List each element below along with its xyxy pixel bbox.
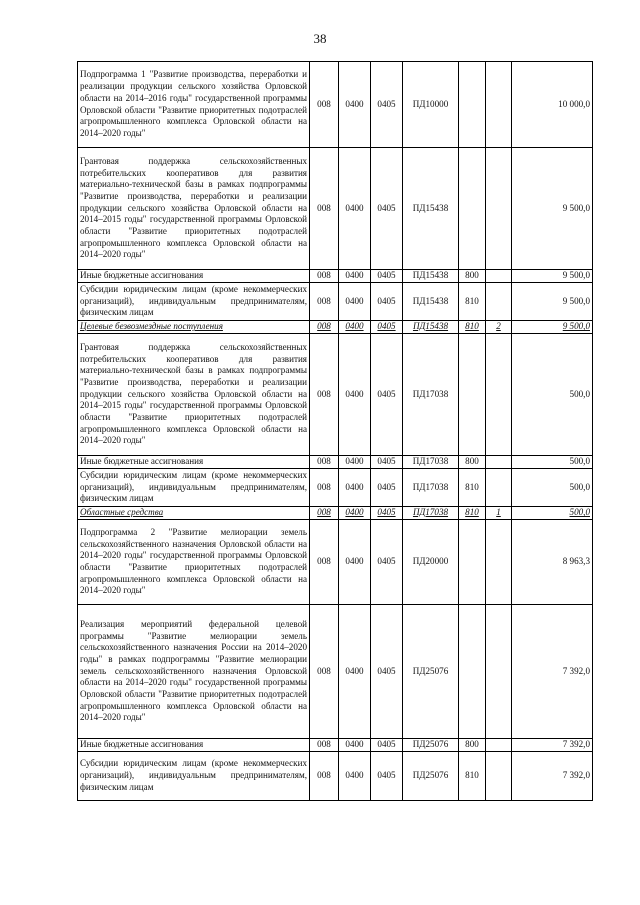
amount: 500,0 [512, 507, 593, 520]
funding-source-code [486, 520, 512, 605]
expense-type-code: 810 [459, 469, 486, 507]
subsection-code: 0405 [371, 270, 403, 283]
amount: 9 500,0 [512, 148, 593, 270]
table-row [78, 469, 593, 507]
grbs-code: 008 [310, 334, 339, 456]
target-article-code: ПД17038 [403, 334, 459, 456]
subsection-code: 0405 [371, 739, 403, 752]
expense-type-code [459, 62, 486, 148]
row-name: Подпрограмма 2 "Развитие мелиорации земель сельскохозяйственного назначения Орловской области на 2014–2020 годы" государственной программы Орловской области "Развитие приоритетных подотраслей агропромышленного комплекса Орловской области на 2014–2020 годы" [78, 520, 310, 605]
amount: 500,0 [512, 334, 593, 456]
grbs-code: 008 [310, 739, 339, 752]
funding-source-code: 2 [486, 321, 512, 334]
target-article-code: ПД15438 [403, 270, 459, 283]
amount: 7 392,0 [512, 739, 593, 752]
amount: 9 500,0 [512, 321, 593, 334]
target-article-code: ПД17038 [403, 456, 459, 469]
row-name: Подпрограмма 1 "Развитие производства, переработки и реализации продукции сельского хозяйства Орловской области на 2014–2016 годы" государственной программы Орловской области "Развитие приоритетных подотраслей агропромышленного комплекса Орловской области на 2014–2020 годы" [78, 62, 310, 148]
section-code: 0400 [339, 62, 371, 148]
subsection-code: 0405 [371, 62, 403, 148]
row-name: Субсидии юридическим лицам (кроме некоммерческих организаций), индивидуальным предпринимателям, физическим лицам [78, 752, 310, 801]
funding-source-code [486, 605, 512, 739]
section-code: 0400 [339, 148, 371, 270]
row-name: Субсидии юридическим лицам (кроме некоммерческих организаций), индивидуальным предпринимателям, физическим лицам [78, 469, 310, 507]
expense-type-code [459, 520, 486, 605]
row-name: Областные средства [78, 507, 310, 520]
subsection-code: 0405 [371, 148, 403, 270]
table-row [78, 334, 593, 456]
target-article-code: ПД17038 [403, 469, 459, 507]
grbs-code: 008 [310, 456, 339, 469]
funding-source-code [486, 62, 512, 148]
expense-type-code: 810 [459, 283, 486, 321]
funding-source-code [486, 739, 512, 752]
funding-source-code [486, 752, 512, 801]
page-number: 38 [313, 31, 327, 46]
grbs-code: 008 [310, 283, 339, 321]
expense-type-code: 810 [459, 752, 486, 801]
table-row [78, 752, 593, 801]
funding-source-code [486, 148, 512, 270]
subsection-code: 0405 [371, 456, 403, 469]
row-name: Иные бюджетные ассигнования [78, 456, 310, 469]
grbs-code: 008 [310, 148, 339, 270]
budget-table [77, 61, 593, 801]
funding-source-code [486, 283, 512, 321]
target-article-code: ПД20000 [403, 520, 459, 605]
amount: 9 500,0 [512, 270, 593, 283]
subsection-code: 0405 [371, 520, 403, 605]
row-name: Целевые безвозмездные поступления [78, 321, 310, 334]
expense-type-code [459, 148, 486, 270]
row-name: Субсидии юридическим лицам (кроме некоммерческих организаций), индивидуальным предпринимателям, физическим лицам [78, 283, 310, 321]
amount: 9 500,0 [512, 283, 593, 321]
grbs-code: 008 [310, 321, 339, 334]
subsection-code: 0405 [371, 321, 403, 334]
table-row [78, 148, 593, 270]
row-name: Иные бюджетные ассигнования [78, 270, 310, 283]
table-row [78, 321, 593, 334]
subsection-code: 0405 [371, 283, 403, 321]
grbs-code: 008 [310, 507, 339, 520]
row-name: Грантовая поддержка сельскохозяйственных потребительских кооперативов для развития материально-технической базы в рамках подпрограммы "Развитие производства, переработки и реализации продукции сельского хозяйства Орловской области на 2014–2015 годы" государственной программы Орловской области "Развитие приоритетных подотраслей агропромышленного комплекса Орловской области на 2014–2020 годы" [78, 334, 310, 456]
amount: 10 000,0 [512, 62, 593, 148]
amount: 8 963,3 [512, 520, 593, 605]
table-row [78, 507, 593, 520]
section-code: 0400 [339, 334, 371, 456]
table-row [78, 270, 593, 283]
target-article-code: ПД25076 [403, 752, 459, 801]
grbs-code: 008 [310, 270, 339, 283]
row-name: Реализация мероприятий федеральной целевой программы "Развитие мелиорации земель сельскохозяйственного назначения России на 2014–2020 годы" в рамках подпрограммы "Развитие мелиорации земель сельскохозяйственного назначения Орловской области на 2014–2020 годы" государственной программы Орловской области "Развитие приоритетных подотраслей агропромышленного комплекса Орловской области на 2014–2020 годы" [78, 605, 310, 739]
section-code: 0400 [339, 752, 371, 801]
funding-source-code [486, 270, 512, 283]
expense-type-code: 810 [459, 321, 486, 334]
section-code: 0400 [339, 270, 371, 283]
section-code: 0400 [339, 321, 371, 334]
grbs-code: 008 [310, 520, 339, 605]
expense-type-code [459, 605, 486, 739]
table-row [78, 62, 593, 148]
expense-type-code: 800 [459, 270, 486, 283]
funding-source-code [486, 456, 512, 469]
subsection-code: 0405 [371, 469, 403, 507]
amount: 7 392,0 [512, 752, 593, 801]
section-code: 0400 [339, 507, 371, 520]
funding-source-code [486, 334, 512, 456]
section-code: 0400 [339, 739, 371, 752]
section-code: 0400 [339, 283, 371, 321]
grbs-code: 008 [310, 62, 339, 148]
expense-type-code [459, 334, 486, 456]
amount: 500,0 [512, 469, 593, 507]
section-code: 0400 [339, 469, 371, 507]
target-article-code: ПД15438 [403, 148, 459, 270]
target-article-code: ПД15438 [403, 321, 459, 334]
expense-type-code: 810 [459, 507, 486, 520]
subsection-code: 0405 [371, 605, 403, 739]
funding-source-code [486, 469, 512, 507]
table-row [78, 520, 593, 605]
grbs-code: 008 [310, 605, 339, 739]
table-row [78, 739, 593, 752]
subsection-code: 0405 [371, 334, 403, 456]
subsection-code: 0405 [371, 507, 403, 520]
target-article-code: ПД10000 [403, 62, 459, 148]
target-article-code: ПД15438 [403, 283, 459, 321]
target-article-code: ПД25076 [403, 605, 459, 739]
amount: 7 392,0 [512, 605, 593, 739]
grbs-code: 008 [310, 752, 339, 801]
section-code: 0400 [339, 520, 371, 605]
amount: 500,0 [512, 456, 593, 469]
target-article-code: ПД25076 [403, 739, 459, 752]
target-article-code: ПД17038 [403, 507, 459, 520]
section-code: 0400 [339, 605, 371, 739]
subsection-code: 0405 [371, 752, 403, 801]
funding-source-code: 1 [486, 507, 512, 520]
table-row [78, 283, 593, 321]
expense-type-code: 800 [459, 739, 486, 752]
expense-type-code: 800 [459, 456, 486, 469]
section-code: 0400 [339, 456, 371, 469]
table-row [78, 456, 593, 469]
row-name: Грантовая поддержка сельскохозяйственных потребительских кооперативов для развития материально-технической базы в рамках подпрограммы "Развитие производства, переработки и реализации продукции сельского хозяйства Орловской области на 2014–2015 годы" государственной программы Орловской области "Развитие приоритетных подотраслей агропромышленного комплекса Орловской области на 2014–2020 годы" [78, 148, 310, 270]
table-row [78, 605, 593, 739]
row-name: Иные бюджетные ассигнования [78, 739, 310, 752]
grbs-code: 008 [310, 469, 339, 507]
